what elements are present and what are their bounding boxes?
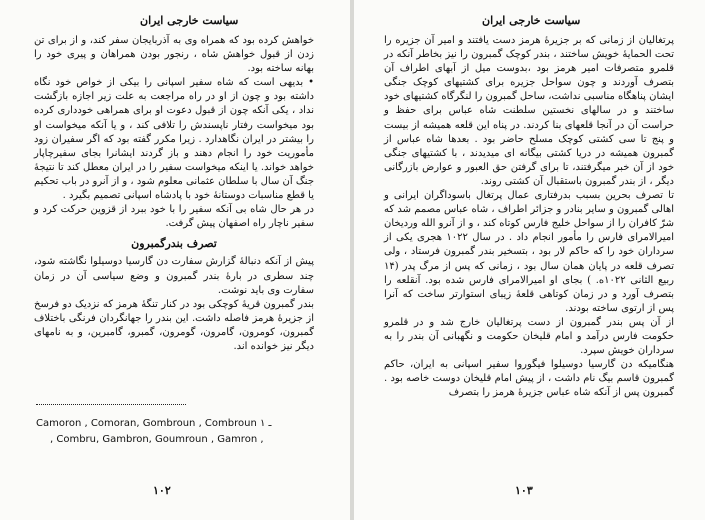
running-header: سیاست خارجی ایران bbox=[140, 14, 239, 27]
left-page bbox=[0, 0, 350, 520]
running-header: سیاست خارجی ایران bbox=[482, 14, 581, 27]
page-body bbox=[384, 34, 674, 400]
page-body bbox=[34, 34, 314, 354]
section-title: تصرف بندرگمبرون bbox=[131, 237, 217, 251]
paragraph: • بدیهی است که شاه سفیر اسپانی را بیکی از خواص خود نگاه داشته بود و چون از او در راه مراجعت به علت زیر اجازه بازگشت نداد ، یکی آنکه چون از قبول دعوت او برای همراهی خودداری کرده بود میخواست رفتار ناپسندش را تلافی کند ، و یا آنکه میخواست او را بیشتر در ایران نگاهدارد . زیرا مکرر گفته بود که اگر سفیران زود مأموریت خود را انجام دهند و باز گردند ایشانرا بجای سفیرچاپار خواهد خواند. یا اینکه میخواست سفیر را در ایران معطل کند تا نتیجهٔ جنگ آن سال با سلطان عثمانی معلوم شود ، و از آنرو در باب تحکیم یا قطع مناسبات دوستانهٔ خود با پادشاه اسپانی تصمیم بگیرد . bbox=[34, 77, 314, 202]
paragraph: بندر گمبرون قریهٔ کوچکی بود در کنار تنگهٔ هرمز که نزدیک دو فرسخ از جزیرهٔ هرمز فاصله داشت. این بندر را جهانگردان فرنگی باختلاف گمبرون، کومرون، گامرون، گومرون، گمبرو، گامبرین، و به نامهای دیگر نیز خوانده اند. bbox=[34, 298, 314, 352]
page-number: ۱۰۲ bbox=[153, 484, 171, 497]
right-page bbox=[354, 0, 705, 520]
footnote-line: Camoron , Comoran, Gombroun , Combroun ـ ۱ bbox=[36, 418, 272, 429]
paragraph: در هر حال شاه بی آنکه سفیر را با خود ببرد از قزوین حرکت کرد و سفیر ناچار راه اصفهان پیش گرفت. bbox=[34, 204, 314, 230]
paragraph: خواهش کرده بود که همراه وی به آذربایجان سفر کند، و از برای تن زدن از قبول خواهش شاه ، رنجور بودن همراهان و پیری خود را بهانه ساخته بود. bbox=[34, 35, 314, 75]
page-number: ۱۰۳ bbox=[515, 484, 533, 497]
footnote bbox=[36, 416, 316, 448]
paragraph: پیش از آنکه دنبالهٔ گزارش سفارت دن گارسیا دوسیلوا نگاشته شود، چند سطری در بارهٔ بندر گمبرون و وضع سیاسی آن در زمان سفارت وی باید نوشت. bbox=[34, 256, 314, 296]
footnote-rule bbox=[36, 404, 186, 405]
footnote-line: , Combru, Gambron, Goumroun , Gamron , bbox=[50, 434, 264, 445]
paragraph: هنگامیکه دن گارسیا دوسیلوا فیگوروا سفیر اسپانی به ایران، حاکم گمبرون قاسم بیگ نام داشت ، از پیش امام قلیخان دوست خاصه بود . گمبرون پس از آنکه شاه عباس جزیرهٔ هرمز را بتصرف bbox=[384, 359, 674, 399]
paragraph: تا تصرف بحرین بسبب بدرفتاری عمال پرتغال باسوداگران ایرانی و اهالی گمبرون و سایر بنادر و جزائر اطراف ، شاه عباس مصمم شد که شرّ کافران را از سواحل خلیج فارس کوتاه کند ، و از آنرو الله وردیخان امیرالامرای فارس را مأمور انجام داد . در سال ۱۰۲۲ هجری یکی از سرداران خود را که حاکم لار بود ، بتسخیر بندر گمبرون فرستاد ، ولی تصرف قلعه در پایان همان سال بود ، زمانی که پس از مرگ پدر (۱۴ ربیع الثانی ۱۰۲۲ه. ) بجای او امیرالامرای فارس شده بود. آنقلعه را بتصرف آورد و در زمان کوتاهی قلعهٔ زیبای استوارتر ساخت که آنرا پس از ارتوی ساخته بودند. bbox=[384, 190, 675, 314]
paragraph: از آن پس بندر گمبرون از دست پرتغالیان خارج شد و در قلمرو حکومت فارس درآمد و امام قلیخان حکومت و نگهبانی آن بندر را به سرداران خویش سپرد. bbox=[384, 316, 674, 357]
paragraph: پرتغالیان از زمانی که بر جزیرهٔ هرمز دست یافتند و امیر آن جزیره را تحت الحمایهٔ خویش ساختند ، بندر کوچک گمبرون را نیز بخاطر آنکه در قلمرو متصرفات امیر هرمز بود ،بدوست میل از آبهای اطراف آن بتصرف آوردند و چون سواحل جزیره برای کشتیهای کوچک جنگی ایشان پناهگاه مناسبی نداشت، ساحل گمبرون را لنگرگاه کشتیهای خود ساختند و در سالهای نخستین سلطنت شاه عباس برای حفظ و حراست آن در آنجا قلعهای بنا کردند. در پناه این قلعه همیشه از بیست و پنج تا سی کشتی کوچک مسلح حاضر بود . بعدها شاه عباس از گمبرون همیشه در دریا کشتی بیگانه ای میدیدند ، با کشتیهای جنگی خود از آن خبر میگرفتند، تا برای گرفتن حق العبور و عوارض بازرگانی دیگر ، از بندر گمبرون باستقبال آن کشتی روند. bbox=[384, 35, 674, 187]
